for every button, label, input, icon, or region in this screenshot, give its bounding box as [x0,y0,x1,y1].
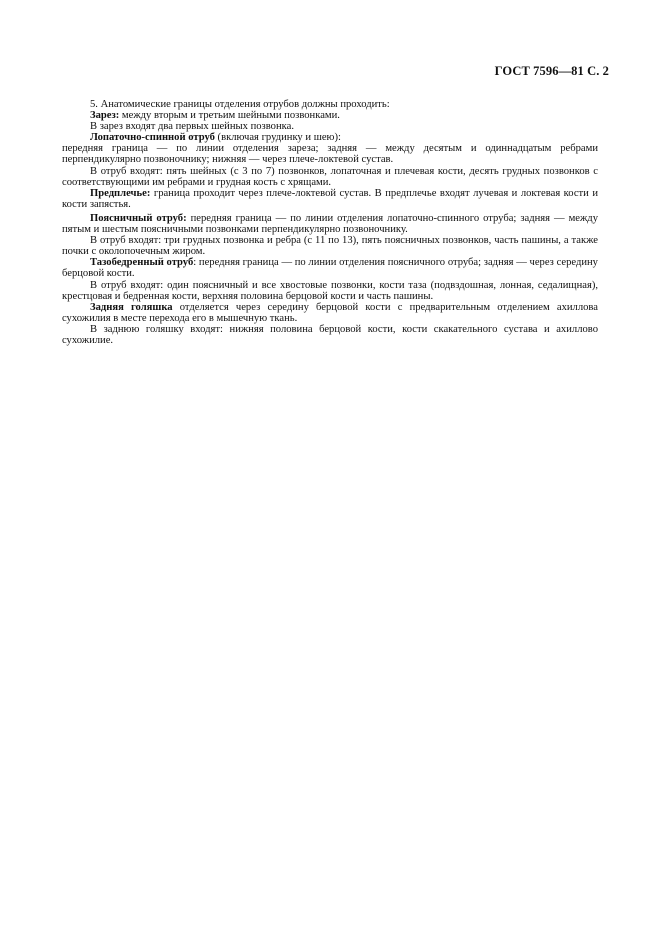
paragraph-tazobedrenny-contents: В отруб входят: один поясничный и все хвостовые позвонки, кости таза (подвздошная, лонная, седалищная), крестцовая и бедренная кости, верхняя половина берцовой кости и часть пашины. [62,279,598,302]
paragraph-section-5: 5. Анатомические границы отделения отрубов должны проходить: [90,99,390,110]
paragraph-lopatochno-spinnoy: Лопаточно-спинной отруб (включая грудинку и шею): [90,132,341,144]
paragraph-zarez: Зарез: между вторым и третьим шейными позвонками. [90,110,340,122]
term-lopatochno-spinnoy: Лопаточно-спинной отруб [90,132,215,144]
paragraph-zadnyaya-golyashka: Задняя голяшка отделяется через середину берцовой кости с предварительным отделением ахиллова сухожилия в месте перехода его в мышечную ткань. [62,301,598,324]
paragraph-zarez-contents: В зарез входят два первых шейных позвонка. [90,121,294,133]
document-body [62,99,598,346]
page-header: ГОСТ 7596—81 С. 2 [494,64,609,78]
paragraph-predplechye: Предплечье: граница проходит через плече-локтевой сустав. В предплечье входят лучевая и локтевая кости и кости запястья. [62,187,598,210]
paragraph-tazobedrenny: Тазобедренный отруб: передняя граница — по линии отделения поясничного отруба; задняя — через середину берцовой кости. [62,257,598,280]
term-poyasnichny: Поясничный отруб: [90,212,187,224]
paragraph-zadnyaya-golyashka-contents: В заднюю голяшку входят: нижняя половина берцовой кости, кости скакательного сустава и ахиллово сухожилие. [62,323,598,346]
term-zarez: Зарез: [90,110,120,122]
paragraph-poyasnichny-contents: В отруб входят: три грудных позвонка и ребра (с 11 по 13), пять поясничных позвонков, часть пашины, а также почки с околопочечным жиром. [62,235,598,258]
paragraph-lopatochno-spinnoy-contents: В отруб входят: пять шейных (с 3 по 7) позвонков, лопаточная и плечевая кости, десять грудных позвонков с соответствующими им ребрами и грудная кость с хрящами. [62,165,598,188]
term-tazobedrenny: Тазобедренный отруб [90,257,194,269]
paragraph-lopatochno-spinnoy-borders: передняя граница — по линии отделения зареза; задняя — между десятым и одиннадцатым ребрами перпендикулярно позвоночнику; нижняя — через плече-локтевой сустав. [62,143,598,166]
paragraph-poyasnichny: Поясничный отруб: передняя граница — по линии отделения лопаточно-спинного отруба; задняя — между пятым и шестым поясничными позвонками перпендикулярно позвоночнику. [62,212,598,236]
term-zadnyaya-golyashka: Задняя голяшка [90,301,173,313]
term-predplechye: Предплечье: [90,187,151,199]
